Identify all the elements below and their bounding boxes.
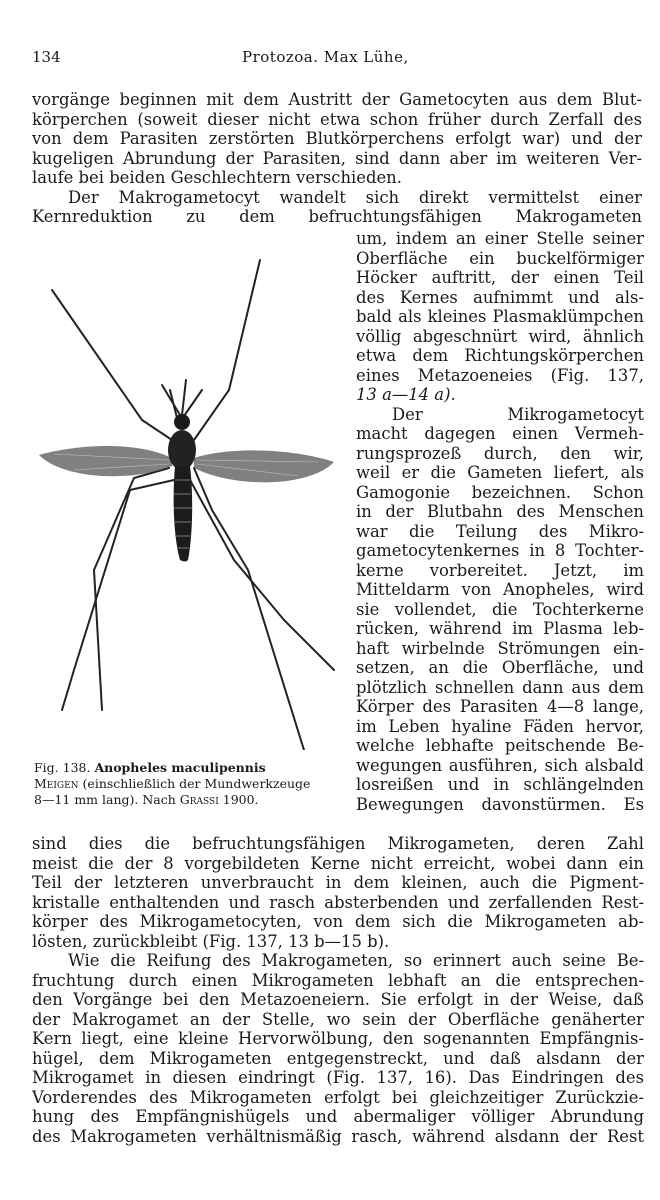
text-line: Mikrogamet in diesen eindringt (Fig. 137, 16). Das Eindringen des — [32, 1068, 644, 1087]
text-line: etwa dem Richtungskörperchen — [356, 346, 644, 365]
text-line: Der Mikrogametocyt — [392, 404, 644, 424]
right-column-text — [356, 229, 644, 814]
text-line: weil er die Gameten liefert, als — [356, 463, 644, 482]
text-line: laufe bei beiden Geschlechtern verschieden. — [32, 168, 402, 187]
top-paragraphs — [32, 90, 642, 227]
figure-reference: 13 a—14 a). — [356, 385, 456, 404]
text-line: macht dagegen einen Vermeh- — [356, 424, 644, 443]
text-line: war die Teilung des Mikro- — [356, 521, 644, 541]
caption-year: 1900. — [222, 792, 259, 807]
text-line: Höcker auftritt, der einen Teil — [356, 268, 644, 287]
text-line: den Vorgänge bei den Metazoeneiern. Sie erfolgt in der Weise, daß — [32, 990, 644, 1009]
text-line: Mitteldarm von Anopheles, wird — [356, 580, 644, 599]
caption-source: Grassi — [179, 792, 219, 807]
text-line: Gamogonie bezeichnen. Schon — [356, 482, 644, 502]
text-line: des Kernes aufnimmt und als- — [356, 287, 644, 307]
text-line: im Leben hyaline Fäden hervor, — [356, 716, 644, 736]
text-line: Der Makrogametocyt wandelt sich direkt vermittelst einer — [68, 187, 642, 207]
text-line: des Makrogameten verhältnismäßig rasch, während alsdann der Rest — [32, 1126, 644, 1146]
caption-note: (einschließlich der Mundwerkzeuge — [82, 776, 311, 791]
text-line: setzen, an die Oberfläche, und — [356, 658, 644, 677]
text-line: völlig abgeschnürt wird, ähnlich — [356, 326, 644, 346]
page-number: 134 — [32, 48, 61, 66]
text-line: sie vollendet, die Tochterkerne — [356, 599, 644, 619]
text-line: rücken, während im Plasma leb- — [356, 619, 644, 638]
text-line — [356, 385, 644, 405]
text-line: um, indem an einer Stelle seiner — [356, 229, 644, 248]
text-line: haft wirbelnde Strömungen ein- — [356, 638, 644, 658]
text-line: kristalle enthaltenden und rasch absterbenden und zerfallenden Rest- — [32, 892, 644, 912]
text-line: rungsprozeß durch, den wir, — [356, 443, 644, 463]
text-line: plötzlich schnellen dann aus dem — [356, 677, 644, 697]
thorax-icon — [168, 430, 196, 470]
mosquito-illustration-icon — [34, 240, 344, 750]
left-wing-icon — [39, 446, 172, 476]
text-line: Körper des Parasiten 4—8 lange, — [356, 697, 644, 716]
text-line: hügel, dem Mikrogameten entgegenstreckt, und daß alsdann der — [32, 1048, 644, 1068]
page-header — [32, 48, 628, 72]
text-line: gametocytenkernes in 8 Tochter- — [356, 541, 644, 560]
text-line: bald als kleines Plasmaklümpchen — [356, 307, 644, 326]
text-line: körper des Mikrogametocyten, von dem sich die Mikrogameten ab- — [32, 912, 644, 931]
running-title: Protozoa. Max Lühe, — [242, 48, 409, 66]
text-line: Kern liegt, eine kleine Hervorwölbung, den sogenannten Empfängnis- — [32, 1029, 644, 1048]
text-line: welche lebhafte peitschende Be- — [356, 736, 644, 755]
head-icon — [174, 414, 190, 430]
text-line: lösten, zurückbleibt (Fig. 137, 13 b—15 b). — [32, 931, 390, 951]
text-line: vorgänge beginnen mit dem Austritt der Gametocyten aus dem Blut- — [32, 90, 642, 109]
text-line: körperchen (soweit dieser nicht etwa schon früher durch Zerfall des — [32, 109, 642, 129]
text-line: kugeligen Abrundung der Parasiten, sind dann aber im weiteren Ver- — [32, 148, 642, 168]
figure-caption — [34, 760, 344, 808]
text-line: Wie die Reifung des Makrogameten, so erinnert auch seine Be- — [68, 951, 644, 970]
caption-fig-label: Fig. 138. — [34, 760, 91, 775]
text-line: Teil der letzteren unverbraucht in dem kleinen, auch die Pigment- — [32, 873, 644, 892]
caption-length: 8—11 mm lang). Nach — [34, 792, 176, 807]
text-line: Bewegungen davonstürmen. Es — [356, 794, 644, 814]
text-line: Oberfläche ein buckelförmiger — [356, 248, 644, 268]
text-line: Vorderendes des Mikrogameten erfolgt bei gleichzeitiger Zurückzie- — [32, 1087, 644, 1107]
caption-author: Meigen — [34, 776, 79, 791]
text-line: losreißen und in schlängelnden — [356, 775, 644, 794]
text-line: in der Blutbahn des Menschen — [356, 502, 644, 521]
text-line: der Makrogamet an der Stelle, wo sein der Oberfläche genäherter — [32, 1009, 644, 1029]
text-line: sind dies die befruchtungsfähigen Mikrogameten, deren Zahl — [32, 834, 644, 853]
figure-138 — [34, 240, 344, 750]
text-line: meist die der 8 vorgebildeten Kerne nicht erreicht, wobei dann ein — [32, 853, 644, 873]
caption-species: Anopheles maculipennis — [94, 760, 266, 775]
text-line: eines Metazoeneies (Fig. 137, — [356, 365, 644, 385]
text-line: fruchtung durch einen Mikrogameten lebhaft an die entsprechen- — [32, 970, 644, 990]
text-line: Kernreduktion zu dem befruchtungsfähigen Makrogameten — [32, 207, 642, 226]
text-line: kerne vorbereitet. Jetzt, im — [356, 560, 644, 580]
bottom-paragraphs — [32, 834, 644, 1146]
text-line: wegungen ausführen, sich alsbald — [356, 755, 644, 775]
text-line: von dem Parasiten zerstörten Blutkörperchens erfolgt war) und der — [32, 129, 642, 148]
text-line: hung des Empfängnishügels und abermaliger völliger Abrundung — [32, 1107, 644, 1126]
